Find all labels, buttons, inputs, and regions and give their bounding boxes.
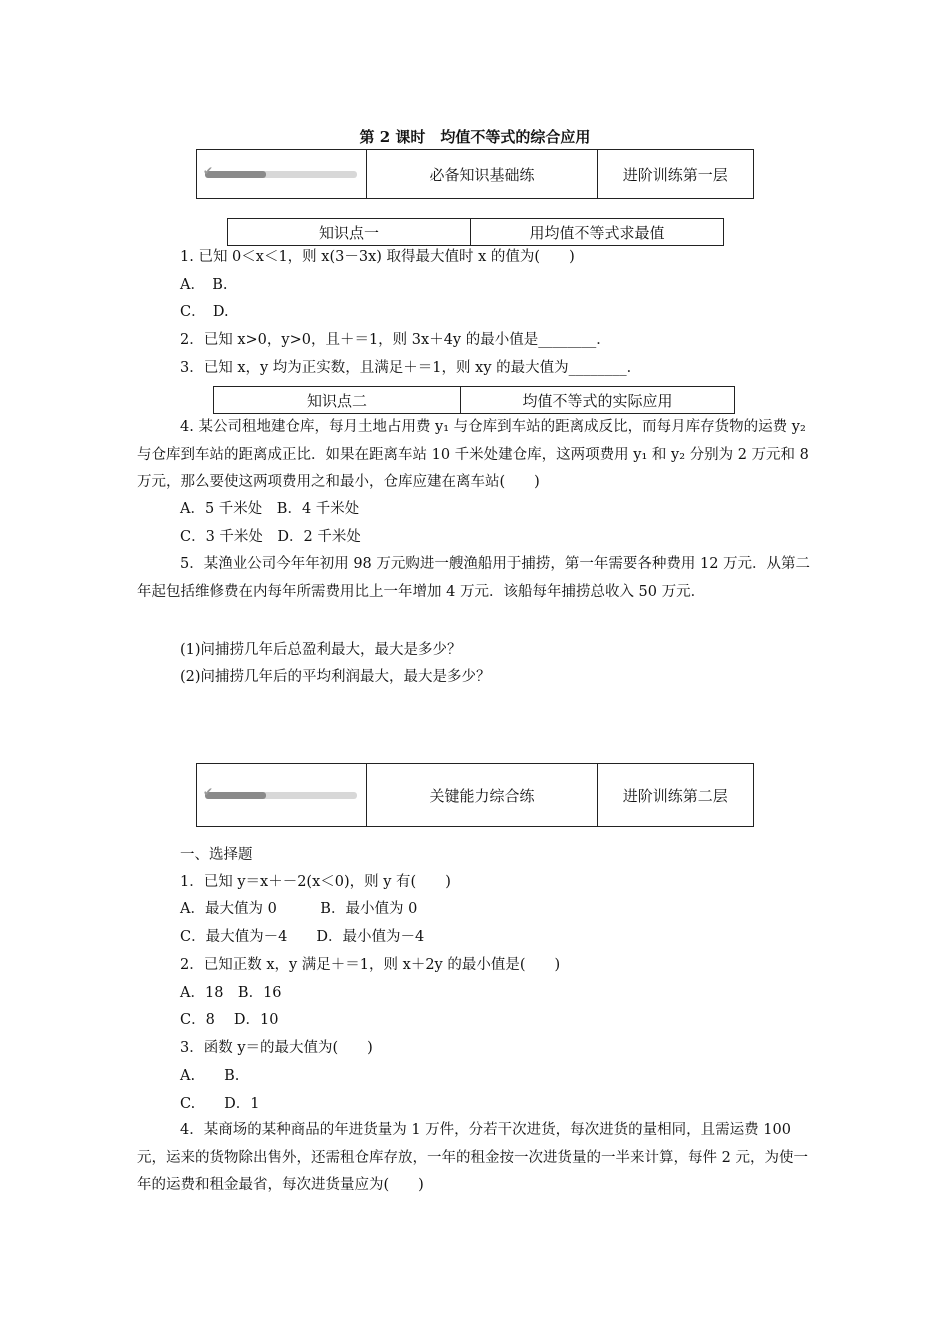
check-icon: ✔ [203,784,214,799]
section-banner-basic [196,149,754,199]
knowledge-point-box [213,386,735,414]
progress-bar [203,784,357,799]
question-options: A．5 千米处 B．4 千米处 [180,501,360,517]
banner-level: 进阶训练第一层 [622,165,728,184]
knowledge-point-topic: 均值不等式的实际应用 [522,391,673,410]
banner-level: 进阶训练第二层 [622,786,728,805]
question-text: 2．已知正数 x，y 满足＋＝1，则 x＋2y 的最小值是( ) [180,957,561,973]
question-options: A．最大值为 0 B．最小值为 0 [180,901,418,917]
section-heading: 一、选择题 [180,847,253,863]
banner-progress-cell [197,150,367,198]
question-text: 5．某渔业公司今年年初用 98 万元购进一艘渔船用于捕捞，第一年需要各种费用 12 万元．从第二年起包括维修费在内每年所需费用比上一年增加 4 万元．该船每年捕捞总收入 50 万元． [137,556,811,600]
question-options: C．8 D．10 [180,1012,279,1028]
page-title: 第 2 课时 均值不等式的综合应用 [359,128,591,146]
sub-question: (2)问捕捞几年后的平均利润最大，最大是多少？ [180,669,491,685]
question-options: C．3 千米处 D．2 千米处 [180,529,361,545]
progress-bar [203,163,357,178]
knowledge-point-name: 知识点一 [228,219,471,245]
question-options: A． B. [180,277,228,293]
banner-progress-cell [197,764,367,826]
question-text: 1．已知 y＝x＋－2(x＜0)，则 y 有( ) [180,874,451,890]
question-options: C．最大值为－4 D．最小值为－4 [180,929,425,945]
question-text: 3．函数 y＝的最大值为( ) [180,1040,373,1056]
knowledge-point-topic: 用均值不等式求最值 [529,223,665,242]
question-text: 4. 某公司租地建仓库，每月土地占用费 y₁ 与仓库到车站的距离成反比，而每月库存货物的运费 y₂ 与仓库到车站的距离成正比．如果在距离车站 10 千米处建仓库，这两项费用 y₁ 和 y₂ 分别为 2 万元和 8 万元，那么要使这两项费用之和最小，仓库应建在离车站( ) [137,419,809,490]
question-text: 3．已知 x，y 均为正实数，且满足＋＝1，则 xy 的最大值为________． [180,360,642,376]
banner-label: 关键能力综合练 [367,764,597,826]
section-banner-advanced [196,763,754,827]
check-icon: ✔ [203,163,214,178]
question-text: 2．已知 x>0，y>0，且＋＝1，则 3x＋4y 的最小值是________． [180,332,611,348]
question-options: C． D. [180,304,229,320]
banner-label: 必备知识基础练 [367,150,597,198]
sub-question: (1)问捕捞几年后总盈利最大，最大是多少？ [180,642,462,658]
progress-fill [205,792,266,799]
progress-fill [205,171,266,178]
knowledge-point-box [227,218,724,246]
question-text: 1. 已知 0＜x＜1，则 x(3－3x) 取得最大值时 x 的值为( ) [180,249,575,265]
question-options: A．18 B．16 [180,985,282,1001]
knowledge-point-name: 知识点二 [214,387,461,413]
question-options: A. B. [180,1068,240,1084]
question-options: C. D．1 [180,1096,260,1112]
question-text: 4．某商场的某种商品的年进货量为 1 万件，分若干次进货，每次进货的量相同，且需运费 100 元，运来的货物除出售外，还需租仓库存放，一年的租金按一次进货量的一半来计算，每件 2 元，为使一年的运费和租金最省，每次进货量应为( ) [137,1122,808,1193]
